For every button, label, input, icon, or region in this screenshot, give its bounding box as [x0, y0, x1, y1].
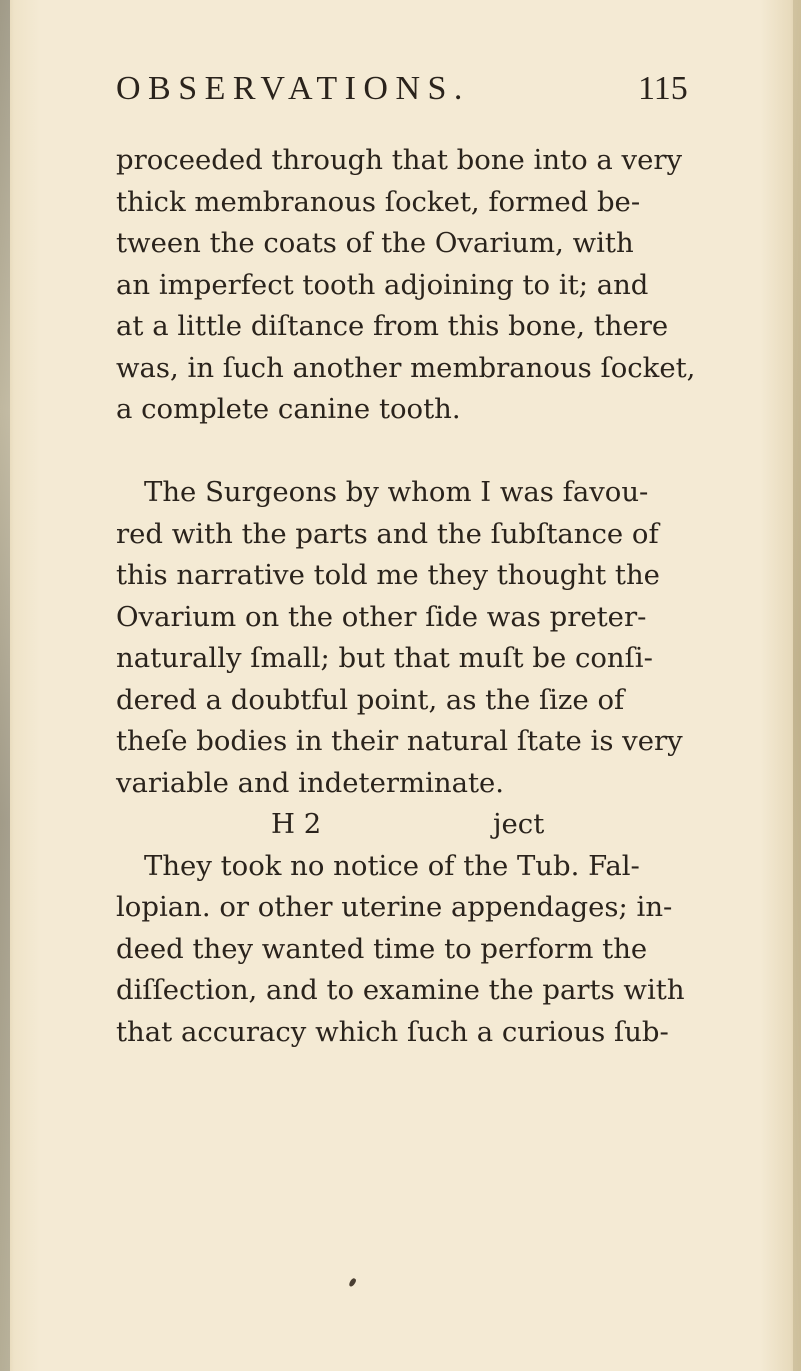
text-line: tween the coats of the Ovarium, with [116, 227, 634, 259]
text-line: variable and indeterminate. [116, 766, 505, 799]
page-number: 115 [638, 70, 688, 107]
text-line: proceeded through that bone into a very [116, 144, 683, 176]
text-line: a complete canine tooth. [116, 393, 461, 425]
paragraph-1 [116, 140, 696, 431]
ink-speck [348, 1277, 357, 1287]
text-line: naturally ſmall; but that muſt be conſi- [116, 642, 653, 674]
text-line: an imperfect tooth adjoining to it; and [116, 268, 649, 301]
page-binding-edge [0, 0, 10, 1371]
text-line: deed they wanted time to perform the [116, 932, 648, 965]
text-line: thick membranous ſocket, formed be- [116, 185, 641, 218]
text-line: diſſection, and to examine the parts with [116, 974, 685, 1006]
text-line: lopian. or other uterine appendages; in- [116, 891, 673, 923]
text-line: red with the parts and the ſubſtance of [116, 517, 659, 550]
text-line: Ovarium on the other ſide was preter- [116, 600, 647, 633]
text-line: The Surgeons by whom I was favou- [144, 476, 649, 508]
text-line: this narrative told me they thought the [116, 559, 660, 591]
body-text [116, 140, 696, 1053]
page-fore-edge [793, 0, 801, 1371]
text-line: theſe bodies in their natural ſtate is very [116, 725, 683, 757]
paragraph-2 [116, 472, 686, 804]
text-line: at a little diſtance from this bone, there [116, 310, 669, 342]
signature-mark: H 2 [271, 808, 322, 840]
text-line: dered a doubtful point, as the ſize of [116, 683, 625, 716]
paragraph-3 [116, 846, 686, 1054]
text-line: They took no notice of the Tub. Fal- [144, 849, 640, 882]
running-header: OBSERVATIONS. [116, 70, 470, 107]
text-line: that accuracy which ſuch a curious ſub- [116, 1015, 669, 1048]
text-line: was, in ſuch another membranous ſocket, [116, 351, 696, 384]
catchword: ject [493, 808, 545, 840]
